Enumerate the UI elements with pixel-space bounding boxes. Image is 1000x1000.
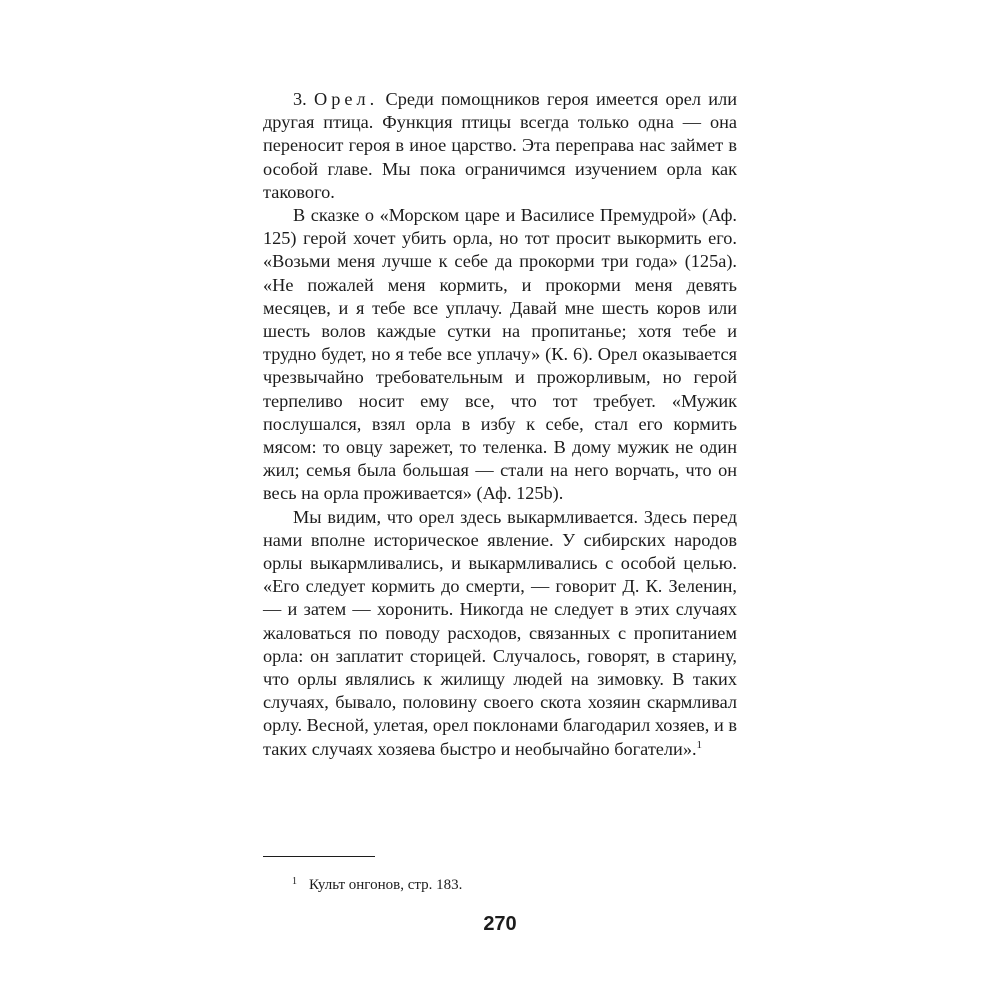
paragraph-tale-quote (263, 204, 737, 506)
footnote-number: 1 (292, 876, 297, 887)
page-number: 270 (483, 913, 517, 935)
section-number: 3. (293, 89, 307, 109)
footnote-reference[interactable]: 1 (696, 738, 703, 751)
paragraph-text: Среди помощников героя имеется орел или другая птица. Функция птицы всегда только одна — она переносит героя в иное царство. Эта переправа нас займет в особой главе. Мы пока ограничимся изучением орла как такового. (263, 89, 737, 202)
paragraph-text: Мы видим, что орел здесь выкармливается. Здесь перед нами вполне историческое явление. У сибирских народов орлы выкармливались, и выкармливались с особой целью. «Его следует кормить до смерти, — говорит Д. К. Зеленин, — и затем — хоронить. Никогда не следует в этих случаях жаловаться по поводу расходов, связанных с пропитанием орла: он заплатит сторицей. Случалось, говорят, в старину, что орлы являлись к жилищу людей на зимовку. В таких случаях, бывало, половину своего скота хозяин скармливал орлу. Весной, улетая, орел поклонами благодарил хозяев, и в таких случаях хозяева быстро и необычайно богатели». (263, 506, 737, 759)
paragraph-text: В сказке о «Морском царе и Василисе Премудрой» (Аф. 125) герой хочет убить орла, но тот просит выкормить его. «Возьми меня лучше к себе да прокорми три года» (125а). «Не пожалей меня кормить, и прокорми меня девять месяцев, и я тебе все уплачу. Давай мне шесть коров или шесть волов каждые сутки на пропитанье; хотя тебе и трудно будет, но я тебе все уплачу» (К. 6). Орел оказывается чрезвычайно требовательным и прожорливым, но герой терпеливо носит ему все, что тот требует. «Мужик послушался, взял орла в избу к себе, стал его кормить мясом: то овцу зарежет, то теленка. В дому мужик не один жил; семья была большая — стали на него ворчать, что он весь на орла проживается» (Аф. 125b). (263, 205, 737, 504)
paragraph-eagle-intro (263, 88, 737, 204)
footnote-divider (263, 856, 375, 857)
paragraph-historical (263, 506, 737, 761)
section-keyword: Орел. (313, 89, 379, 109)
footnote (292, 873, 462, 894)
body-text (263, 88, 737, 761)
footnote-text: Культ онгонов, стр. 183. (309, 877, 463, 893)
